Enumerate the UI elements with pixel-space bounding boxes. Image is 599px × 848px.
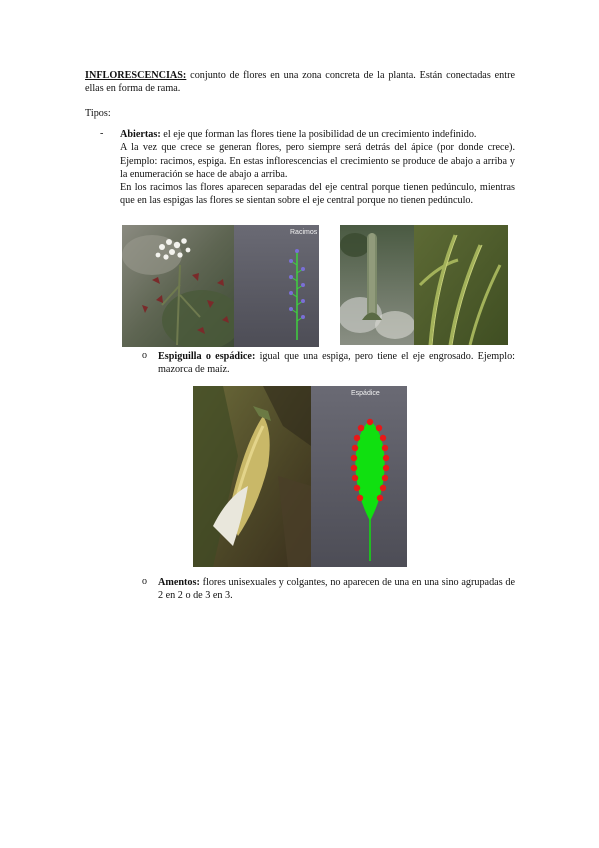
abiertas-bullet: - — [100, 128, 104, 139]
racimo-diagram-panel — [234, 225, 319, 347]
amentos-paragraph — [158, 576, 515, 603]
abiertas-line2: A la vez que crece se generan flores, pero siempre será detrás del ápice (por donde crece). Ejemplo: racimos, espiga. En estas inflorescencias el crecimiento se produce de abajo a arriba y la enumeración se hace de abajo a arriba. — [120, 142, 515, 180]
tipos-label: Tipos: — [85, 108, 111, 119]
espiguilla-bullet: o — [142, 350, 147, 361]
intro-text: conjunto de flores en una zona concreta de la planta. Están conectadas entre ellas en forma de rama. — [85, 70, 515, 95]
racimos-label: Racimos — [290, 229, 318, 236]
espadice-photo-and-diagram — [193, 386, 407, 567]
espiguilla-text: igual que una espiga, pero tiene el eje engrosado. Ejemplo: mazorca de maíz. — [158, 351, 515, 376]
abiertas-term: Abiertas: — [120, 129, 161, 140]
abiertas-line1: el eje que forman las flores tiene la posibilidad de un crecimiento indefinido. — [160, 129, 477, 140]
espiga-figure — [340, 225, 508, 345]
espiguilla-term: Espiguilla o espádice: — [158, 351, 256, 362]
inflorescencias-term: INFLORESCENCIAS: — [85, 70, 187, 81]
racimo-photo-and-diagram — [122, 225, 319, 347]
amentos-bullet: o — [142, 576, 147, 587]
abiertas-line3: En los racimos las flores aparecen separadas del eje central porque tienen pedúnculo, mientras que en las espigas las flores se sientan sobre el eje central porque no tienen pedúnculo. — [120, 182, 515, 207]
espiguilla-paragraph — [158, 350, 515, 377]
espadice-label: Espádice — [351, 390, 380, 397]
amentos-term: Amentos: — [158, 577, 200, 588]
espiga-photos — [340, 225, 508, 345]
abiertas-paragraph — [120, 128, 515, 208]
espadice-figure — [193, 386, 407, 567]
racimo-figure — [122, 225, 319, 347]
intro-paragraph — [85, 69, 515, 96]
amentos-text: flores unisexuales y colgantes, no aparecen de una en una sino agrupadas de 2 en 2 o de 3 en 3. — [158, 577, 515, 602]
